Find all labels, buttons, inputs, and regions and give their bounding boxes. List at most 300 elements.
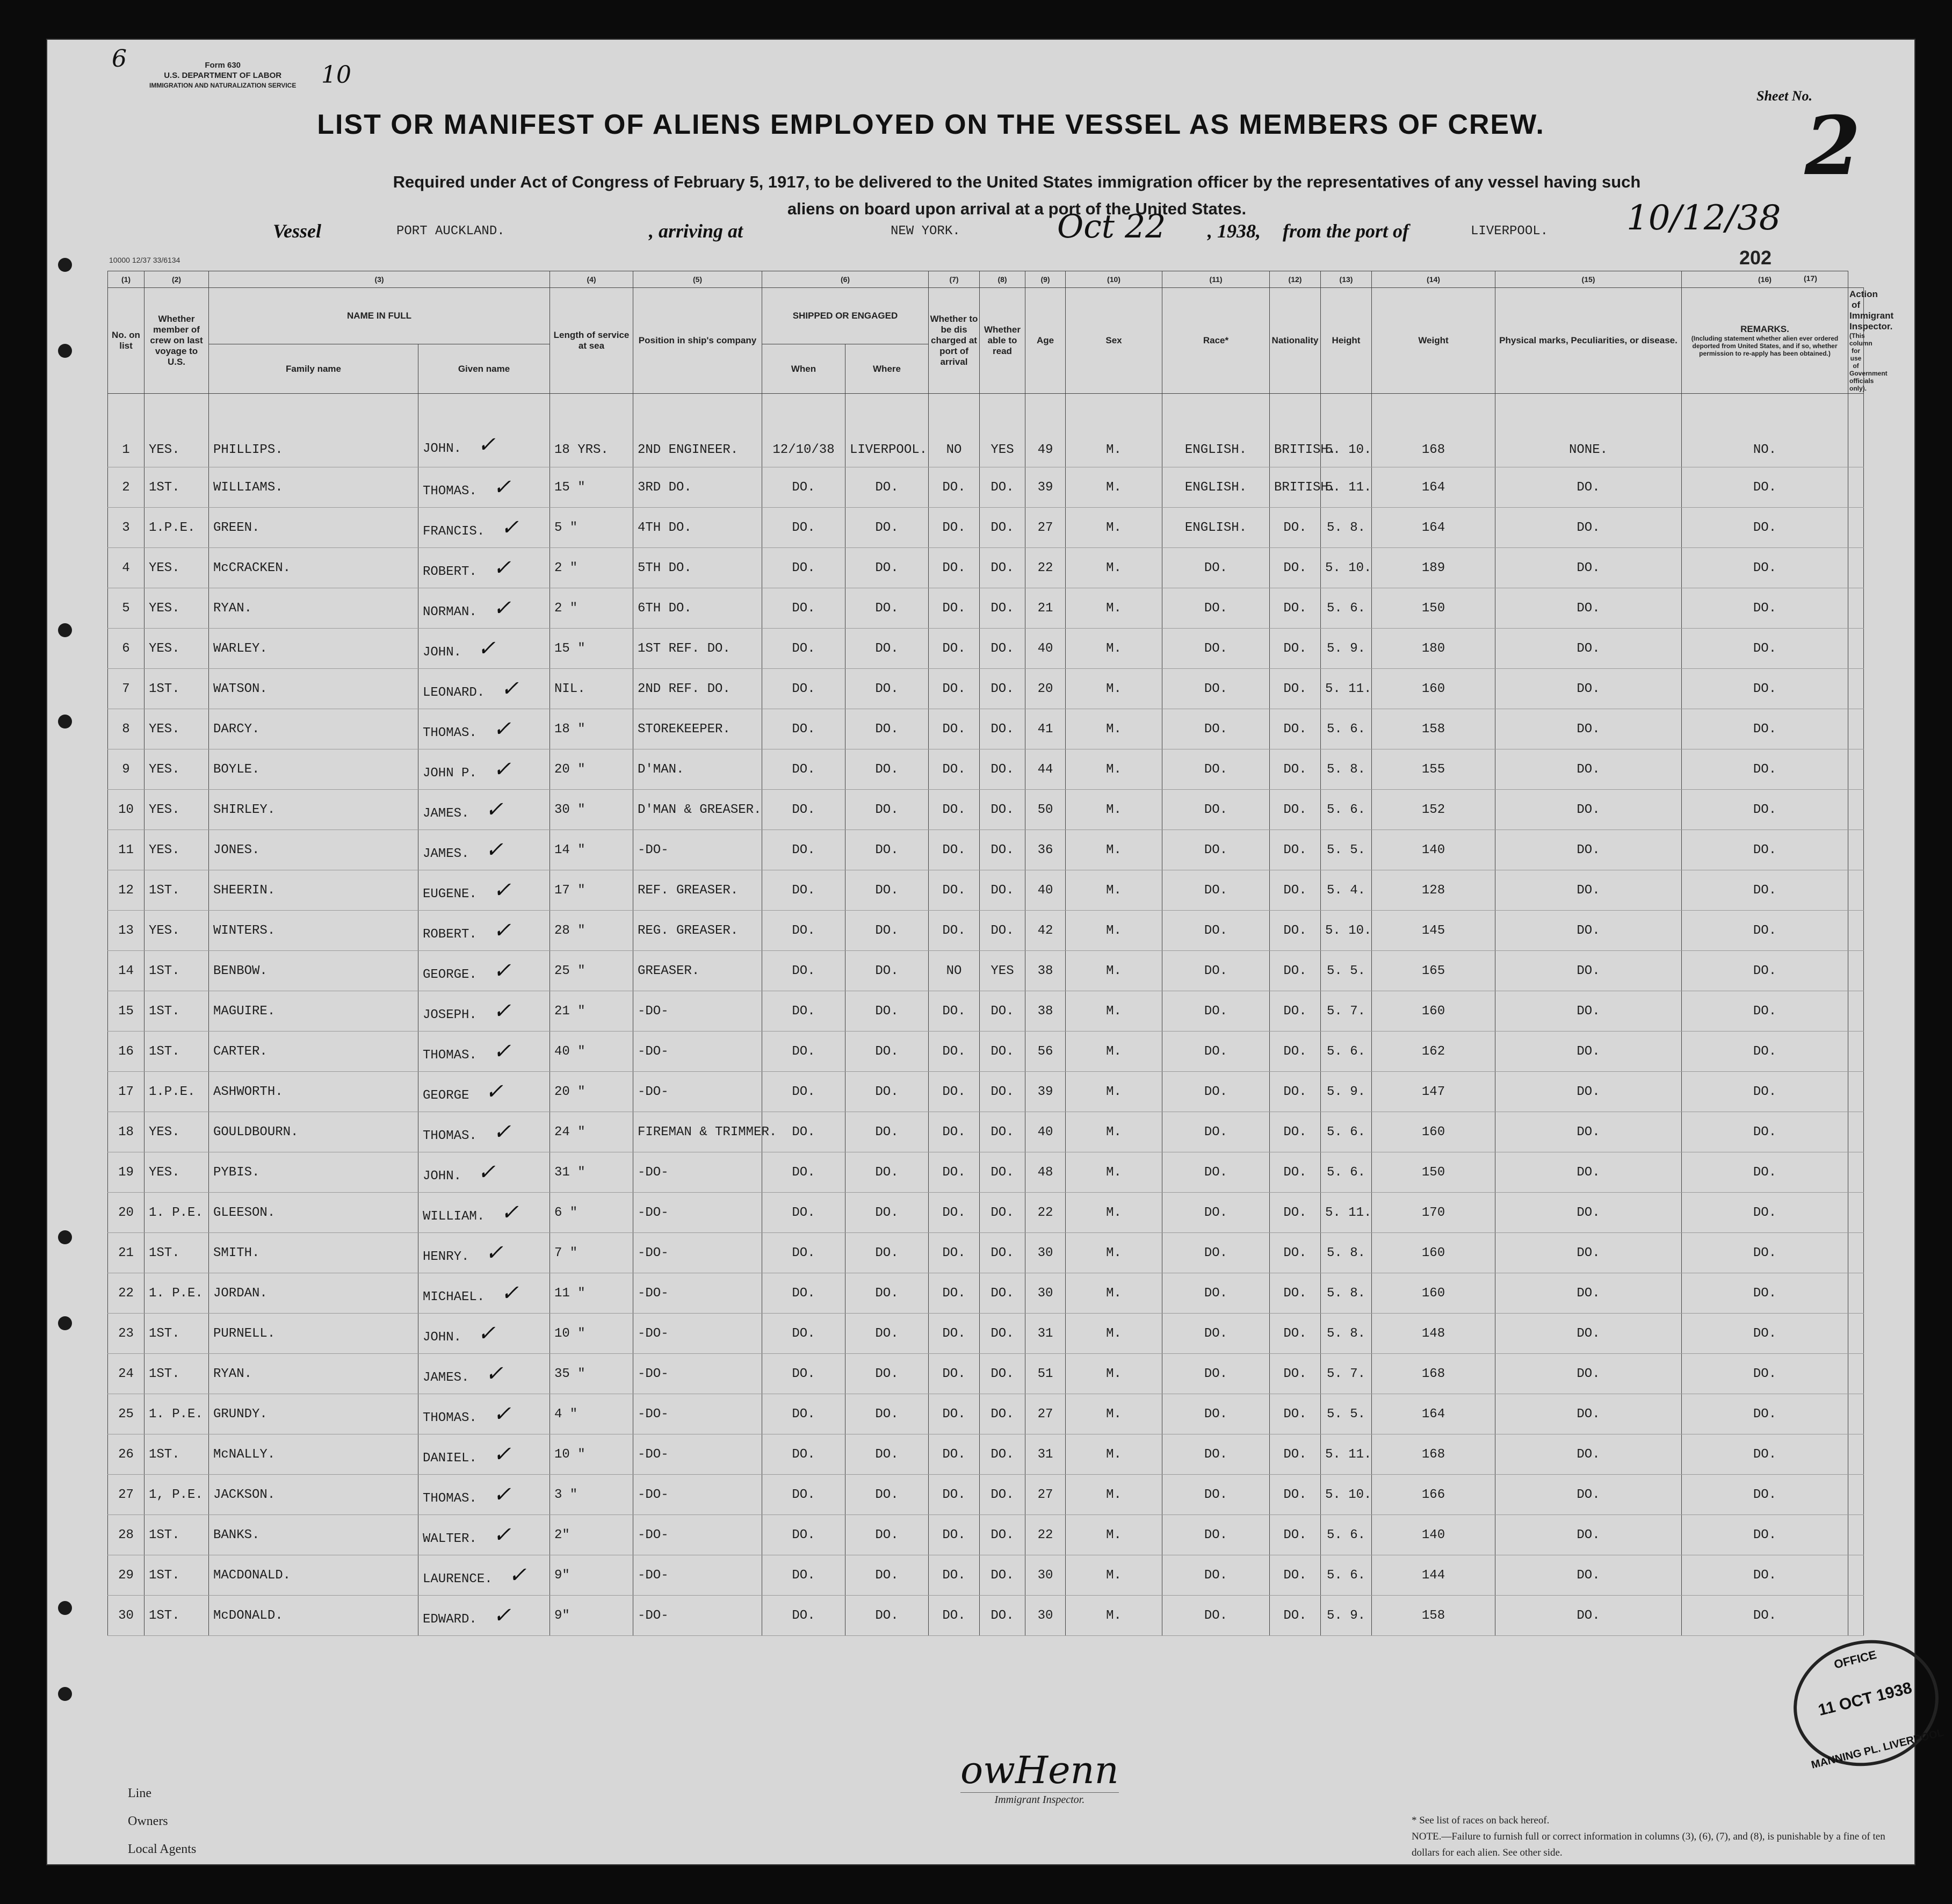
cell-disch-text: DO.: [942, 681, 966, 696]
cell-sex-text: M.: [1106, 1487, 1122, 1502]
cell-age-text: 39: [1037, 480, 1053, 495]
cell-where-text: DO.: [875, 1004, 899, 1019]
office-stamp: [1780, 1625, 1952, 1782]
cell-position: [633, 588, 762, 629]
cell-service: [550, 669, 633, 709]
cell-when: [762, 1193, 845, 1233]
cell-sex-text: M.: [1106, 963, 1122, 978]
cell-given: [418, 870, 550, 911]
cell-family-text: SMITH.: [213, 1245, 260, 1260]
cell-disch: [929, 1233, 980, 1273]
cell-given-text: EUGENE.: [423, 887, 477, 901]
cell-service: [550, 709, 633, 749]
cell-race-text: DO.: [1204, 1407, 1228, 1422]
cell-given: [418, 830, 550, 870]
cell-when-text: DO.: [792, 1124, 815, 1139]
cell-weight: [1372, 1555, 1495, 1596]
check-mark-icon: ✓: [493, 556, 511, 580]
cell-service: [550, 629, 633, 669]
cell-remarks-text: DO.: [1753, 681, 1777, 696]
cell-given-text: WALTER.: [423, 1532, 477, 1546]
cell-service: [550, 1273, 633, 1314]
cell-when-text: DO.: [792, 1326, 815, 1341]
cell-sex: [1066, 830, 1162, 870]
cell-service: [550, 1233, 633, 1273]
cell-weight-text: 158: [1421, 722, 1445, 737]
cell-remarks-text: DO.: [1753, 1447, 1777, 1462]
cell-height-text: 5. 6.: [1326, 722, 1365, 737]
cell-when: [762, 1394, 845, 1434]
cell-when: [762, 1515, 845, 1555]
cell-phys: [1495, 1354, 1682, 1394]
cell-action: [1848, 1032, 1864, 1072]
cell-no-text: 5: [122, 601, 130, 616]
table-header: [108, 271, 1894, 394]
cell-when-text: DO.: [792, 802, 815, 817]
cell-service: [550, 1515, 633, 1555]
table-row: [108, 1394, 1864, 1434]
cell-height: [1321, 1434, 1372, 1475]
cell-given-text: THOMAS.: [423, 1048, 477, 1063]
table-row: [108, 548, 1864, 588]
cell-where: [845, 508, 929, 548]
cell-age: [1025, 911, 1066, 951]
cell-remarks-text: DO.: [1753, 1165, 1777, 1180]
cell-given: [418, 1112, 550, 1152]
header-weight: Weight: [1372, 288, 1495, 394]
cell-service-text: 2": [554, 1527, 570, 1542]
cell-disch: [929, 394, 980, 467]
cell-position-text: -DO-: [638, 1004, 669, 1019]
cell-service-text: 35 ": [554, 1366, 585, 1381]
cell-read-text: DO.: [991, 883, 1014, 898]
cell-read-text: YES: [991, 443, 1014, 457]
cell-race: [1162, 1152, 1270, 1193]
cell-when: [762, 467, 845, 508]
cell-phys-text: DO.: [1577, 762, 1600, 777]
cell-service: [550, 1152, 633, 1193]
cell-sex: [1066, 669, 1162, 709]
cell-disch: [929, 669, 980, 709]
cell-height-text: 5. 8.: [1326, 1326, 1365, 1341]
cell-age: [1025, 1072, 1066, 1112]
cell-race-text: DO.: [1204, 1326, 1228, 1341]
cell-remarks-text: DO.: [1753, 1326, 1777, 1341]
cell-given-text: THOMAS.: [423, 484, 477, 499]
footer-owners: [128, 1807, 196, 1835]
cell-read-text: DO.: [991, 1084, 1014, 1099]
cell-age-text: 40: [1037, 883, 1053, 898]
cell-weight-text: 164: [1421, 520, 1445, 535]
cell-family-text: WINTERS.: [213, 923, 276, 938]
cell-position: [633, 1475, 762, 1515]
cell-phys: [1495, 1596, 1682, 1636]
cell-where: [845, 669, 929, 709]
cell-service: [550, 749, 633, 790]
cell-sex-text: M.: [1106, 1286, 1122, 1301]
cell-service-text: 7 ": [554, 1245, 578, 1260]
cell-nat: [1270, 1555, 1321, 1596]
cell-family: [209, 467, 418, 508]
cell-action: [1848, 1152, 1864, 1193]
punch-hole: [58, 344, 72, 358]
cell-race-text: DO.: [1204, 802, 1228, 817]
cell-position: [633, 394, 762, 467]
cell-voyage: [144, 709, 209, 749]
cell-remarks-text: DO.: [1753, 1407, 1777, 1422]
ship-code: 202: [1739, 247, 1772, 269]
cell-voyage-text: 1ST.: [149, 681, 180, 696]
cell-family-text: PHILLIPS.: [213, 443, 283, 457]
cell-sex: [1066, 749, 1162, 790]
cell-age-text: 40: [1037, 641, 1053, 656]
cell-phys-text: DO.: [1577, 1084, 1600, 1099]
cell-no-text: 14: [118, 963, 134, 978]
cell-family: [209, 1394, 418, 1434]
cell-when-text: DO.: [792, 560, 815, 575]
arriving-label: , arriving at: [649, 220, 743, 242]
cell-given: [418, 1314, 550, 1354]
cell-age: [1025, 1475, 1066, 1515]
cell-sex: [1066, 790, 1162, 830]
punch-hole: [58, 1601, 72, 1615]
cell-when: [762, 588, 845, 629]
cell-remarks-text: DO.: [1753, 722, 1777, 737]
cell-given-text: LEONARD.: [423, 686, 485, 700]
cell-sex-text: M.: [1106, 641, 1122, 656]
table-row: [108, 1032, 1864, 1072]
cell-phys: [1495, 1152, 1682, 1193]
cell-given: [418, 1072, 550, 1112]
cell-when: [762, 394, 845, 467]
cell-where: [845, 790, 929, 830]
cell-remarks-text: DO.: [1753, 520, 1777, 535]
cell-service-text: 25 ": [554, 963, 585, 978]
check-mark-icon: ✓: [485, 797, 503, 822]
cell-when: [762, 1596, 845, 1636]
cell-weight: [1372, 870, 1495, 911]
cell-service: [550, 790, 633, 830]
cell-position-text: FIREMAN & TRIMMER.: [638, 1124, 777, 1139]
cell-when: [762, 1475, 845, 1515]
cell-sex: [1066, 1394, 1162, 1434]
cell-service: [550, 1434, 633, 1475]
cell-phys: [1495, 911, 1682, 951]
cell-phys-text: DO.: [1577, 681, 1600, 696]
cell-sex: [1066, 1032, 1162, 1072]
cell-height: [1321, 1596, 1372, 1636]
cell-action: [1848, 1354, 1864, 1394]
cell-service-text: 28 ": [554, 923, 585, 938]
cell-when: [762, 1072, 845, 1112]
cell-given: [418, 1193, 550, 1233]
cell-read: [980, 1273, 1025, 1314]
cell-age-text: 22: [1037, 560, 1053, 575]
cell-sex: [1066, 467, 1162, 508]
cell-voyage-text: YES.: [149, 1124, 180, 1139]
cell-age: [1025, 1152, 1066, 1193]
cell-weight-text: 145: [1421, 923, 1445, 938]
cell-read: [980, 548, 1025, 588]
cell-where-text: DO.: [875, 963, 899, 978]
cell-action: [1848, 1193, 1864, 1233]
cell-age: [1025, 1555, 1066, 1596]
cell-read: [980, 1596, 1025, 1636]
cell-height-text: 5. 11.: [1325, 1447, 1372, 1462]
cell-nat-text: DO.: [1283, 1245, 1307, 1260]
check-mark-icon: ✓: [478, 432, 496, 457]
cell-disch: [929, 1193, 980, 1233]
header-remarks: [1682, 288, 1848, 394]
cell-race-text: DO.: [1204, 1044, 1228, 1059]
cell-phys: [1495, 830, 1682, 870]
cell-no: [108, 749, 144, 790]
cell-when-text: DO.: [792, 1084, 815, 1099]
cell-voyage-text: YES.: [149, 601, 180, 616]
cell-disch-text: DO.: [942, 1124, 966, 1139]
cell-no-text: 11: [118, 842, 134, 857]
cell-given: [418, 790, 550, 830]
subtitle-line-1: Required under Act of Congress of February 5, 1917, to be delivered to the United States immigration officer by the representatives of any vessel having such: [393, 172, 1641, 191]
cell-voyage: [144, 1434, 209, 1475]
cell-voyage: [144, 1354, 209, 1394]
cell-when-text: DO.: [792, 641, 815, 656]
cell-sex: [1066, 394, 1162, 467]
cell-age: [1025, 991, 1066, 1032]
cell-when: [762, 911, 845, 951]
cell-position: [633, 830, 762, 870]
cell-read-text: DO.: [991, 1407, 1014, 1422]
cell-nat-text: DO.: [1283, 641, 1307, 656]
cell-age-text: 38: [1037, 1004, 1053, 1019]
check-mark-icon: ✓: [501, 515, 519, 540]
cell-age-text: 36: [1037, 842, 1053, 857]
cell-given-text: JOHN.: [423, 442, 462, 456]
cell-voyage: [144, 1072, 209, 1112]
cell-remarks: [1682, 1032, 1848, 1072]
cell-family-text: GLEESON.: [213, 1205, 276, 1220]
cell-race: [1162, 588, 1270, 629]
cell-where-text: DO.: [875, 1286, 899, 1301]
cell-family: [209, 790, 418, 830]
cell-age: [1025, 548, 1066, 588]
footer-owners-label: Owners: [128, 1814, 168, 1828]
department: U.S. DEPARTMENT OF LABOR: [164, 71, 282, 80]
cell-position-text: 3RD DO.: [638, 480, 692, 495]
check-mark-icon: ✓: [478, 636, 496, 661]
cell-disch-text: DO.: [942, 1084, 966, 1099]
cell-voyage-text: 1ST.: [149, 1245, 180, 1260]
cell-family-text: McDONALD.: [213, 1608, 283, 1623]
cell-height: [1321, 1475, 1372, 1515]
cell-age-text: 30: [1037, 1568, 1053, 1583]
cell-service-text: 10 ": [554, 1326, 585, 1341]
cell-sex-text: M.: [1106, 1124, 1122, 1139]
cell-given-text: EDWARD.: [423, 1612, 477, 1627]
cell-sex-text: M.: [1106, 1447, 1122, 1462]
cell-phys: [1495, 1555, 1682, 1596]
cell-position-text: -DO-: [638, 1366, 669, 1381]
cell-remarks: [1682, 870, 1848, 911]
cell-race-text: DO.: [1204, 641, 1228, 656]
cell-nat-text: BRITISH.: [1274, 480, 1336, 495]
cell-no: [108, 1314, 144, 1354]
cell-sex: [1066, 1233, 1162, 1273]
footer-agents: [128, 1835, 196, 1863]
cell-disch-text: DO.: [942, 1004, 966, 1019]
cell-weight-text: 168: [1421, 443, 1445, 457]
cell-age: [1025, 669, 1066, 709]
cell-weight: [1372, 1475, 1495, 1515]
cell-service-text: 2 ": [554, 560, 578, 575]
cell-race: [1162, 1475, 1270, 1515]
cell-age-text: 30: [1037, 1245, 1053, 1260]
cell-phys-text: DO.: [1577, 1044, 1600, 1059]
col-num-8: (8): [980, 271, 1025, 288]
cell-when-text: DO.: [792, 1044, 815, 1059]
cell-given-text: JOHN.: [423, 645, 462, 660]
cell-action: [1848, 548, 1864, 588]
cell-race: [1162, 830, 1270, 870]
cell-position: [633, 1354, 762, 1394]
cell-disch: [929, 1596, 980, 1636]
cell-weight: [1372, 951, 1495, 991]
cell-remarks: [1682, 790, 1848, 830]
cell-weight: [1372, 669, 1495, 709]
cell-given: [418, 629, 550, 669]
cell-voyage: [144, 749, 209, 790]
cell-nat-text: DO.: [1283, 560, 1307, 575]
cell-position: [633, 951, 762, 991]
stamp-date: 11 OCT 1938: [1816, 1679, 1914, 1720]
cell-service-text: 30 ": [554, 802, 585, 817]
cell-disch: [929, 1354, 980, 1394]
cell-race: [1162, 1515, 1270, 1555]
cell-nat: [1270, 629, 1321, 669]
cell-weight: [1372, 1072, 1495, 1112]
cell-disch: [929, 1032, 980, 1072]
cell-service-text: 20 ": [554, 762, 585, 777]
cell-phys: [1495, 1273, 1682, 1314]
cell-voyage-text: 1, P.E.: [149, 1487, 203, 1502]
cell-action: [1848, 394, 1864, 467]
footer-fields: [128, 1779, 196, 1863]
check-mark-icon: ✓: [478, 1160, 496, 1185]
cell-remarks-text: DO.: [1753, 1568, 1777, 1583]
cell-family: [209, 588, 418, 629]
cell-family-text: JONES.: [213, 842, 260, 857]
cell-service: [550, 1314, 633, 1354]
cell-action: [1848, 749, 1864, 790]
cell-given-text: JOHN P.: [423, 766, 477, 781]
cell-family-text: GREEN.: [213, 520, 260, 535]
cell-disch-text: DO.: [942, 842, 966, 857]
cell-no: [108, 629, 144, 669]
cell-phys-text: DO.: [1577, 1608, 1600, 1623]
cell-action: [1848, 1394, 1864, 1434]
cell-read: [980, 870, 1025, 911]
header-race: Race*: [1162, 288, 1270, 394]
cell-given-text: NORMAN.: [423, 605, 477, 619]
cell-race: [1162, 1354, 1270, 1394]
cell-sex-text: M.: [1106, 802, 1122, 817]
margin-mark-2: 10: [321, 61, 351, 89]
cell-height-text: 5. 6.: [1326, 1568, 1365, 1583]
cell-family: [209, 1434, 418, 1475]
cell-voyage-text: 1.P.E.: [149, 1084, 196, 1099]
cell-no-text: 22: [118, 1286, 134, 1301]
cell-given-text: LAURENCE.: [423, 1572, 493, 1586]
cell-disch: [929, 1475, 980, 1515]
cell-weight-text: 164: [1421, 480, 1445, 495]
cell-nat-text: DO.: [1283, 1165, 1307, 1180]
cell-where-text: DO.: [875, 1165, 899, 1180]
cell-family-text: GOULDBOURN.: [213, 1124, 299, 1139]
cell-read: [980, 1152, 1025, 1193]
cell-where-text: DO.: [875, 480, 899, 495]
cell-height-text: 5. 8.: [1326, 762, 1365, 777]
cell-read-text: DO.: [991, 560, 1014, 575]
cell-position-text: -DO-: [638, 1407, 669, 1422]
cell-sex-text: M.: [1106, 681, 1122, 696]
cell-sex-text: M.: [1106, 443, 1122, 457]
cell-race-text: DO.: [1204, 1568, 1228, 1583]
cell-race-text: DO.: [1204, 1487, 1228, 1502]
cell-where: [845, 548, 929, 588]
cell-race: [1162, 790, 1270, 830]
cell-action: [1848, 1072, 1864, 1112]
cell-read-text: DO.: [991, 641, 1014, 656]
cell-race: [1162, 749, 1270, 790]
cell-position: [633, 548, 762, 588]
cell-weight-text: 148: [1421, 1326, 1445, 1341]
cell-age: [1025, 1233, 1066, 1273]
header-name-in-full: NAME IN FULL: [209, 288, 550, 344]
cell-sex: [1066, 629, 1162, 669]
cell-remarks-text: DO.: [1753, 802, 1777, 817]
table-row: [108, 1475, 1864, 1515]
cell-service: [550, 830, 633, 870]
cell-where: [845, 1193, 929, 1233]
cell-nat-text: DO.: [1283, 802, 1307, 817]
col-num-14: (14): [1372, 271, 1495, 288]
cell-where-text: DO.: [875, 1527, 899, 1542]
cell-when: [762, 870, 845, 911]
cell-action: [1848, 508, 1864, 548]
cell-nat: [1270, 870, 1321, 911]
cell-weight-text: 168: [1421, 1366, 1445, 1381]
col-num-15: (15): [1495, 271, 1682, 288]
cell-given: [418, 508, 550, 548]
col-num-3: (3): [209, 271, 550, 288]
cell-position: [633, 1394, 762, 1434]
table-row: [108, 790, 1864, 830]
cell-service: [550, 1555, 633, 1596]
cell-voyage-text: YES.: [149, 641, 180, 656]
cell-given: [418, 1394, 550, 1434]
cell-nat-text: DO.: [1283, 1447, 1307, 1462]
cell-voyage-text: YES.: [149, 923, 180, 938]
table-row: [108, 1273, 1864, 1314]
cell-when-text: DO.: [792, 1245, 815, 1260]
cell-voyage-text: YES.: [149, 762, 180, 777]
cell-remarks-text: NO.: [1753, 443, 1777, 457]
cell-where-text: DO.: [875, 842, 899, 857]
cell-no: [108, 911, 144, 951]
cell-disch: [929, 1515, 980, 1555]
cell-age-text: 48: [1037, 1165, 1053, 1180]
cell-family-text: McCRACKEN.: [213, 560, 291, 575]
